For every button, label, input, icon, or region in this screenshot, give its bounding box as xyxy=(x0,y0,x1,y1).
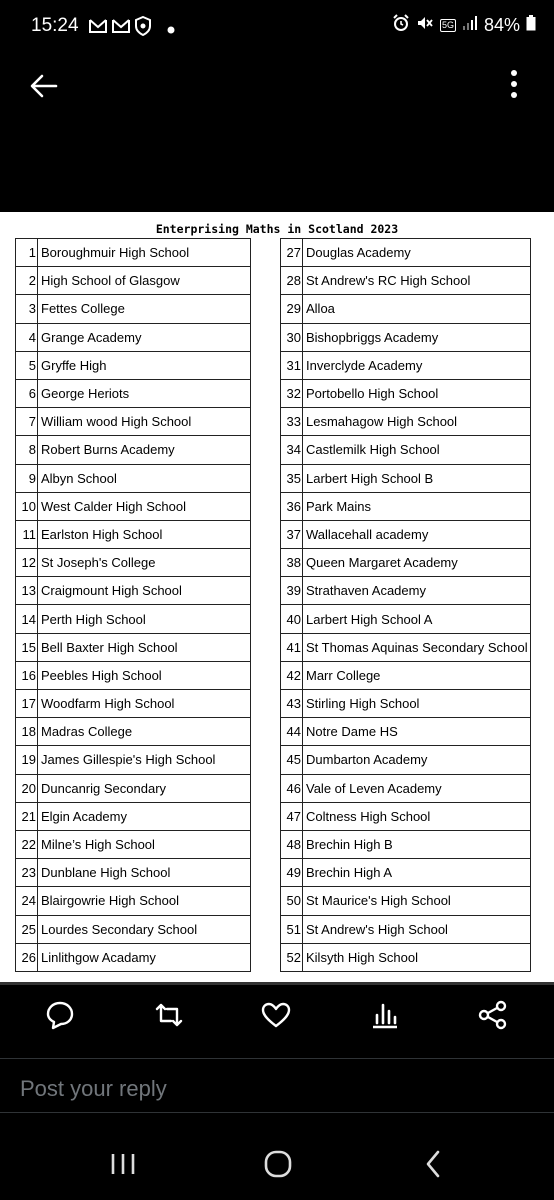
retweet-icon xyxy=(153,999,185,1031)
table-row xyxy=(281,351,531,379)
school-name: Dunblane High School xyxy=(38,859,251,887)
rank-number: 44 xyxy=(281,718,303,746)
table-row xyxy=(16,520,251,548)
rank-number: 40 xyxy=(281,605,303,633)
rank-number: 43 xyxy=(281,690,303,718)
table-row xyxy=(16,464,251,492)
school-name: Marr College xyxy=(303,661,531,689)
school-name: Blairgowrie High School xyxy=(38,887,251,915)
views-icon xyxy=(369,999,401,1031)
table-row xyxy=(16,436,251,464)
school-name: St Maurice's High School xyxy=(303,887,531,915)
rank-number: 35 xyxy=(281,464,303,492)
school-name: Elgin Academy xyxy=(38,802,251,830)
table-row xyxy=(281,746,531,774)
table-row xyxy=(16,718,251,746)
rank-number: 21 xyxy=(16,802,38,830)
school-name: St Andrew's RC High School xyxy=(303,267,531,295)
school-name: Grange Academy xyxy=(38,323,251,351)
school-name: Bell Baxter High School xyxy=(38,633,251,661)
rank-number: 30 xyxy=(281,323,303,351)
table-row xyxy=(281,859,531,887)
table-row xyxy=(281,408,531,436)
school-name: Gryffe High xyxy=(38,351,251,379)
table-row xyxy=(281,774,531,802)
rank-number: 26 xyxy=(16,943,38,971)
rank-number: 1 xyxy=(16,239,38,267)
rank-number: 32 xyxy=(281,379,303,407)
school-name: Wallacehall academy xyxy=(303,520,531,548)
school-name: James Gillespie's High School xyxy=(38,746,251,774)
table-row xyxy=(16,577,251,605)
school-name: Kilsyth High School xyxy=(303,943,531,971)
rank-number: 28 xyxy=(281,267,303,295)
school-name: Fettes College xyxy=(38,295,251,323)
table-row xyxy=(281,379,531,407)
battery-icon xyxy=(526,15,536,36)
school-name: Brechin High A xyxy=(303,859,531,887)
rank-number: 7 xyxy=(16,408,38,436)
rank-table-left xyxy=(15,238,251,972)
divider xyxy=(0,1058,554,1059)
back-button[interactable] xyxy=(28,70,60,102)
school-name: Coltness High School xyxy=(303,802,531,830)
rank-number: 6 xyxy=(16,379,38,407)
table-row xyxy=(16,239,251,267)
table-row xyxy=(16,661,251,689)
rank-number: 23 xyxy=(16,859,38,887)
mute-icon xyxy=(416,14,434,37)
school-name: Notre Dame HS xyxy=(303,718,531,746)
home-button[interactable] xyxy=(258,1148,298,1180)
school-name: Boroughmuir High School xyxy=(38,239,251,267)
table-row xyxy=(16,492,251,520)
school-name: West Calder High School xyxy=(38,492,251,520)
rank-number: 2 xyxy=(16,267,38,295)
school-name: St Thomas Aquinas Secondary School xyxy=(303,633,531,661)
rank-number: 33 xyxy=(281,408,303,436)
school-name: Strathaven Academy xyxy=(303,577,531,605)
rank-number: 8 xyxy=(16,436,38,464)
table-row xyxy=(16,690,251,718)
school-name: Robert Burns Academy xyxy=(38,436,251,464)
rank-number: 38 xyxy=(281,549,303,577)
signal-icon xyxy=(462,15,478,36)
table-row xyxy=(16,774,251,802)
rank-number: 46 xyxy=(281,774,303,802)
reply-input[interactable] xyxy=(18,1070,522,1108)
school-name: Perth High School xyxy=(38,605,251,633)
media-image[interactable] xyxy=(0,212,554,982)
school-name: Stirling High School xyxy=(303,690,531,718)
school-name: St Joseph's College xyxy=(38,549,251,577)
rank-number: 31 xyxy=(281,351,303,379)
alarm-icon xyxy=(392,14,410,37)
school-name: Alloa xyxy=(303,295,531,323)
gmail-icon xyxy=(111,17,131,39)
table-row xyxy=(281,830,531,858)
table-row xyxy=(281,323,531,351)
table-row xyxy=(281,633,531,661)
rank-number: 14 xyxy=(16,605,38,633)
reply-button[interactable] xyxy=(44,999,76,1031)
school-name: Portobello High School xyxy=(303,379,531,407)
rank-number: 3 xyxy=(16,295,38,323)
back-icon xyxy=(414,1148,454,1180)
battery-level: 84% xyxy=(483,15,520,35)
repost-button[interactable] xyxy=(153,999,185,1031)
rank-number: 52 xyxy=(281,943,303,971)
school-name: Lourdes Secondary School xyxy=(38,915,251,943)
table-row xyxy=(281,295,531,323)
top-app-bar xyxy=(0,52,554,212)
table-row xyxy=(281,267,531,295)
table-row xyxy=(281,436,531,464)
rank-number: 47 xyxy=(281,802,303,830)
table-row xyxy=(16,802,251,830)
school-name: Linlithgow Acadamy xyxy=(38,943,251,971)
rank-number: 20 xyxy=(16,774,38,802)
school-name: Earlston High School xyxy=(38,520,251,548)
table-row xyxy=(281,464,531,492)
rank-table-right xyxy=(280,238,531,972)
5g-icon: 5G xyxy=(441,20,454,30)
rank-number: 24 xyxy=(16,887,38,915)
table-row xyxy=(281,802,531,830)
arrow-left-icon xyxy=(28,70,60,102)
table-row xyxy=(16,746,251,774)
rank-number: 41 xyxy=(281,633,303,661)
reply-icon xyxy=(44,999,76,1031)
rank-number: 27 xyxy=(281,239,303,267)
rank-number: 9 xyxy=(16,464,38,492)
school-name: Craigmount High School xyxy=(38,577,251,605)
school-name: Peebles High School xyxy=(38,661,251,689)
table-row xyxy=(16,859,251,887)
rank-number: 15 xyxy=(16,633,38,661)
share-button[interactable] xyxy=(477,999,509,1031)
table-row xyxy=(16,943,251,971)
views-button[interactable] xyxy=(369,999,401,1031)
school-name: Lesmahagow High School xyxy=(303,408,531,436)
dot-icon xyxy=(167,19,175,38)
reply-divider xyxy=(0,1112,554,1113)
home-icon xyxy=(258,1148,298,1180)
rank-number: 51 xyxy=(281,915,303,943)
table-row xyxy=(16,549,251,577)
school-name: Dumbarton Academy xyxy=(303,746,531,774)
table-row xyxy=(16,830,251,858)
school-name: Inverclyde Academy xyxy=(303,351,531,379)
rank-number: 22 xyxy=(16,830,38,858)
school-name: Milne’s High School xyxy=(38,830,251,858)
rank-number: 13 xyxy=(16,577,38,605)
table-row xyxy=(281,690,531,718)
nav-back-button[interactable] xyxy=(414,1148,454,1180)
status-notification-icons xyxy=(88,16,175,40)
table-row xyxy=(281,661,531,689)
school-name: Brechin High B xyxy=(303,830,531,858)
table-row xyxy=(16,379,251,407)
rank-number: 25 xyxy=(16,915,38,943)
rank-number: 37 xyxy=(281,520,303,548)
table-row xyxy=(16,633,251,661)
more-vertical-icon xyxy=(504,68,524,102)
rank-number: 29 xyxy=(281,295,303,323)
rank-number: 42 xyxy=(281,661,303,689)
table-row xyxy=(281,549,531,577)
rank-number: 4 xyxy=(16,323,38,351)
status-bar xyxy=(0,0,554,52)
rank-number: 11 xyxy=(16,520,38,548)
more-options-button[interactable] xyxy=(504,68,524,102)
table-row xyxy=(281,577,531,605)
table-row xyxy=(281,915,531,943)
rank-number: 12 xyxy=(16,549,38,577)
rank-number: 19 xyxy=(16,746,38,774)
school-name: Bishopbriggs Academy xyxy=(303,323,531,351)
rank-number: 39 xyxy=(281,577,303,605)
school-name: Madras College xyxy=(38,718,251,746)
table-row xyxy=(16,295,251,323)
table-row xyxy=(16,887,251,915)
gmail-icon xyxy=(88,17,108,39)
school-name: Albyn School xyxy=(38,464,251,492)
school-name: George Heriots xyxy=(38,379,251,407)
rank-number: 16 xyxy=(16,661,38,689)
share-icon xyxy=(477,999,509,1031)
recents-icon xyxy=(103,1148,143,1180)
image-title: Enterprising Maths in Scotland 2023 xyxy=(155,222,399,236)
table-row xyxy=(281,605,531,633)
school-name: William wood High School xyxy=(38,408,251,436)
table-row xyxy=(16,408,251,436)
school-name: St Andrew's High School xyxy=(303,915,531,943)
shield-icon xyxy=(134,16,152,40)
rank-number: 17 xyxy=(16,690,38,718)
status-time: 15:24 xyxy=(31,15,79,36)
status-system-icons xyxy=(392,14,536,37)
table-row xyxy=(281,718,531,746)
school-name: Queen Margaret Academy xyxy=(303,549,531,577)
table-row xyxy=(16,267,251,295)
school-name: Larbert High School A xyxy=(303,605,531,633)
school-name: Douglas Academy xyxy=(303,239,531,267)
like-button[interactable] xyxy=(260,999,292,1031)
rank-number: 50 xyxy=(281,887,303,915)
school-name: Woodfarm High School xyxy=(38,690,251,718)
table-row xyxy=(281,943,531,971)
like-icon xyxy=(260,999,292,1031)
rank-number: 48 xyxy=(281,830,303,858)
school-name: Larbert High School B xyxy=(303,464,531,492)
table-row xyxy=(16,323,251,351)
table-row xyxy=(16,915,251,943)
rank-number: 36 xyxy=(281,492,303,520)
school-name: Castlemilk High School xyxy=(303,436,531,464)
rank-number: 49 xyxy=(281,859,303,887)
rank-number: 5 xyxy=(16,351,38,379)
school-name: High School of Glasgow xyxy=(38,267,251,295)
table-row xyxy=(16,351,251,379)
table-row xyxy=(281,520,531,548)
recents-button[interactable] xyxy=(103,1148,143,1180)
rank-number: 18 xyxy=(16,718,38,746)
rank-number: 10 xyxy=(16,492,38,520)
table-row xyxy=(281,239,531,267)
school-name: Park Mains xyxy=(303,492,531,520)
table-row xyxy=(281,887,531,915)
school-name: Duncanrig Secondary xyxy=(38,774,251,802)
school-name: Vale of Leven Academy xyxy=(303,774,531,802)
rank-number: 34 xyxy=(281,436,303,464)
system-nav-bar xyxy=(0,1130,554,1200)
table-row xyxy=(281,492,531,520)
table-row xyxy=(16,605,251,633)
post-action-bar xyxy=(0,985,554,1045)
rank-number: 45 xyxy=(281,746,303,774)
